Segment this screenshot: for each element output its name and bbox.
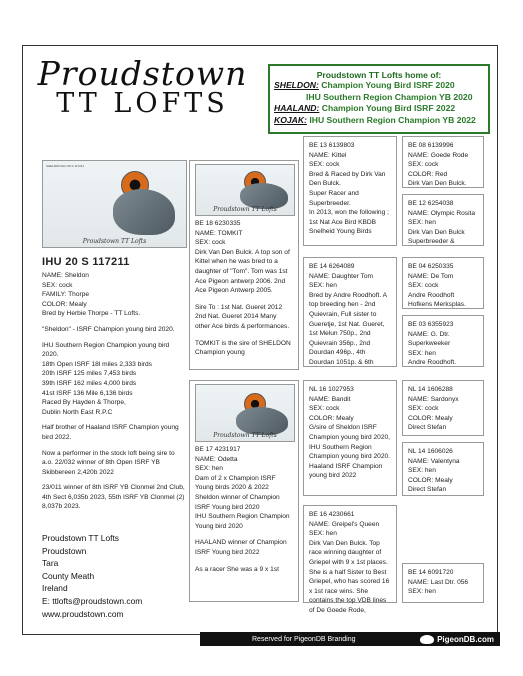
card-text	[195, 219, 293, 358]
card-line: NAME: Bandit	[309, 395, 351, 403]
card-line: Bred & Raced by Dirk Van Den Bulck.	[309, 170, 386, 188]
main-text	[42, 271, 185, 512]
ring-number: BE 17 4231917	[195, 446, 241, 453]
champion-line	[270, 80, 488, 92]
card-line: NAME: G. Dtr. Superkweeker	[408, 330, 451, 348]
main-result: Raced By Hayden & Thorpe,	[42, 399, 126, 407]
footer-label: Reserved for PigeonDB Branding	[252, 635, 356, 643]
card-line: IHU Southern Region Champion Young bird 2020	[195, 513, 290, 530]
champion-line	[270, 103, 488, 115]
contact-website[interactable]: www.proudstown.com	[42, 608, 124, 619]
card-line: SEX: cock	[408, 405, 439, 413]
card-line: SEX: hen	[408, 467, 436, 475]
champion-line	[270, 115, 488, 127]
pigeon-body	[236, 407, 288, 435]
card-text	[408, 447, 478, 495]
main-ring-number: IHU 20 S 117211	[42, 256, 130, 268]
proudstown-logo	[30, 55, 255, 133]
card-line: SEX: hen	[408, 588, 436, 596]
logo-block: TT LOFTS	[56, 88, 229, 119]
card-line: Dirk Van Den Bulck. Top race winning daughter of Griepel with 9 x 1st places. She is a half Sister to Best Griepel, who has scored 16 x 1st race wins. She contains the top VDB lines of De Goede Rode,	[309, 539, 390, 614]
photo-tiny-text: SHELDON IHU 20 S 117211	[46, 164, 84, 168]
card-kittel	[303, 136, 397, 246]
card-line: NAME: Last Dtr. 056	[408, 578, 469, 586]
card-valentyna	[402, 442, 484, 496]
card-line: Haaland ISRF Champion young bird 2022	[309, 462, 383, 480]
card-line: SEX: hen	[309, 530, 337, 538]
card-line: SEX: cock	[408, 161, 439, 169]
card-sardonyx	[402, 380, 484, 436]
photo-caption: Proudstown TT Lofts	[213, 432, 277, 439]
main-paragraph: 23/011 winner of 8th ISRF YB Clonmel 2nd Club, 4th Sect 6,035b 2023, 55th ISRF YB Clonmel (2) 8,037b 2023.	[42, 484, 185, 511]
card-line: TOMKIT is the sire of SHELDON Champion young	[195, 339, 291, 357]
main-paragraph	[42, 341, 185, 418]
card-greipel	[303, 505, 397, 614]
ring-number: BE 03 6355923	[408, 321, 454, 328]
card-olympic-rosita	[402, 194, 484, 246]
card-line: In 2013, won the following ;	[309, 209, 389, 217]
card-line: COLOR: Red	[408, 170, 448, 178]
card-daughter-tom	[303, 257, 397, 367]
ring-number: BE 16 4230661	[309, 511, 355, 518]
champion-key: HAALAND:	[274, 103, 320, 113]
card-line: SEX: hen	[408, 349, 436, 357]
card-odetta	[189, 380, 299, 602]
champions-box	[268, 64, 490, 134]
tomkit-photo	[195, 164, 295, 216]
card-text	[408, 320, 478, 368]
photo-caption: Proudstown TT Lofts	[82, 238, 147, 245]
card-line: Hofkens Merksplas.	[408, 301, 466, 309]
card-text	[408, 385, 478, 433]
champion-text: Champion Young Bird ISRF 2022	[321, 103, 456, 113]
photo-caption: Proudstown TT Lofts	[213, 206, 277, 213]
main-field: COLOR: Mealy	[42, 300, 87, 308]
sheldon-photo	[42, 160, 187, 248]
card-line: NAME: Olympic Rosita	[408, 209, 476, 217]
card-line: G/sire of Sheldon ISRF Champion young bird 2020, IHU Southern Region Champion young bird 2020.	[309, 424, 391, 461]
main-result: 41st ISRF 136 Mile 6,136 birds	[42, 389, 133, 397]
card-line: Dirk Van Den Bulck.	[408, 180, 467, 188]
card-line: Andre Roodhoft.	[408, 359, 457, 367]
card-line: SEX: cock	[195, 239, 226, 247]
card-line: Direct Stefan	[408, 424, 447, 432]
ring-number: BE 18 6230335	[195, 220, 241, 227]
card-line: SEX: hen	[309, 282, 337, 290]
main-result: 20th ISRF 125 miles 7,453 birds	[42, 370, 137, 378]
card-superkweeker	[402, 315, 484, 367]
ring-number: BE 08 6139996	[408, 142, 454, 149]
card-line: NAME: Greipel's Queen	[309, 520, 380, 528]
ring-number: BE 04 6250335	[408, 263, 454, 270]
card-text	[408, 199, 478, 247]
card-text	[309, 141, 391, 237]
card-line: Andre Roodhoft	[408, 291, 455, 299]
champion-text: Champion Young Bird ISRF 2020	[321, 80, 455, 90]
card-line: COLOR: Mealy	[309, 414, 354, 422]
card-text	[309, 510, 391, 616]
main-result: 18th Open ISRF 18l miles 2,333 birds	[42, 360, 152, 368]
ring-number: BE 14 6264089	[309, 263, 355, 270]
card-line: NAME: TOMKIT	[195, 229, 243, 237]
card-last-dtr	[402, 563, 484, 603]
card-line: NAME: De Tom	[408, 272, 454, 280]
card-line: NAME: Valentyna	[408, 457, 460, 465]
card-line: SEX: cock	[309, 161, 340, 169]
card-line: NAME: Odetta	[195, 455, 238, 463]
champion-text: IHU Southern Region Champion YB 2020	[306, 91, 473, 102]
card-line: SEX: cock	[309, 405, 340, 413]
main-field: Bred by Herbie Thorpe - TT Lofts.	[42, 310, 141, 318]
card-line: NAME: Kittel	[309, 151, 347, 159]
card-goede-rode	[402, 136, 484, 188]
card-text	[309, 262, 391, 368]
card-line: Dam of 2 x Champion ISRF Young birds 2020 & 2022 Sheldon winner of Champion ISRF Young bird 2020	[195, 474, 280, 511]
ring-number: BE 14 6091720	[408, 569, 454, 576]
card-line: Superbreeder &	[408, 238, 455, 246]
card-line: SEX: cock	[408, 282, 439, 290]
card-line: SEX: hen	[195, 465, 223, 473]
ring-number: BE 13 6139803	[309, 142, 355, 149]
card-line: 1st Nat Ace Bird KBDB Snelheid Young Birds	[309, 218, 377, 236]
pigeondb-footer	[200, 632, 500, 646]
pigeon-logo-icon	[420, 635, 434, 644]
contact-line: Proudstown TT Lofts	[42, 533, 119, 544]
card-text	[309, 385, 391, 481]
card-text	[408, 141, 478, 189]
logo-script: Proudstown	[37, 54, 248, 93]
card-line: Dirk Van Den Bulck. A top son of Kittel when he was bred to a daughter of "Tom". Tom was 1st Ace Pigeon antwerp 2006. 2nd Ace Pigeon Antwerp 2005.	[195, 248, 290, 295]
pigeondb-link[interactable]	[420, 635, 494, 644]
main-result: IHU Southern Region Champion young bird 2020.	[42, 341, 170, 359]
card-line: NAME: Daughter Tom	[309, 272, 374, 280]
card-line: Direct Stefan	[408, 486, 447, 494]
card-line: NAME: Sardonyx	[408, 395, 459, 403]
main-paragraph: Half brother of Haaland ISRF Champion young bird 2022.	[42, 424, 179, 441]
card-tomkit	[189, 160, 299, 370]
card-line: Sire To : 1st Nat. Gueret 2012 2nd Nat. Gueret 2014 Many other Ace birds & performances.	[195, 303, 290, 330]
main-field: NAME: Sheldon	[42, 272, 89, 279]
card-de-tom	[402, 257, 484, 309]
contact-block	[42, 532, 185, 620]
card-text	[408, 262, 478, 310]
odetta-photo	[195, 384, 295, 442]
champion-key: KOJAK:	[274, 114, 307, 125]
pigeon-body	[113, 189, 175, 235]
ring-number: NL 14 1606288	[408, 386, 453, 393]
card-line: COLOR: Mealy	[408, 476, 453, 484]
main-field: SEX: cock	[42, 281, 73, 289]
contact-line: Proudstown	[42, 545, 87, 556]
contact-line: Tara	[42, 558, 59, 569]
card-bandit	[303, 380, 397, 496]
contact-line: County Meath	[42, 570, 95, 581]
card-line: SEX: hen	[408, 219, 436, 227]
card-line: Bred by Andre Roodhoft. A top breeding hen - 2nd Quievrain, Full sister to Gueretje, 1st Nat. Gueret, 1st Melun 750p., 2nd Quievrain 356p., 2nd Dourdan 496p., 4th Dourdan 1051p. & 6th	[309, 291, 387, 366]
main-paragraph: "Sheldon" - ISRF Champion young bird 2020.	[42, 325, 175, 333]
main-field: FAMILY: Thorpe	[42, 291, 90, 299]
card-line: Super Racer and Superbreeder.	[309, 189, 359, 207]
ring-number: BE 12 6254038	[408, 200, 454, 207]
ring-number: NL 16 1027953	[309, 386, 354, 393]
champions-heading: Proudstown TT Lofts home of:	[316, 70, 442, 80]
card-text	[408, 568, 478, 597]
champion-key: SHELDON:	[274, 80, 319, 90]
main-result: Dublin North East R.P.C	[42, 408, 113, 416]
card-line: COLOR: Mealy	[408, 414, 453, 422]
card-text	[195, 445, 293, 574]
main-bird-column	[42, 160, 185, 620]
main-result: 39th ISRF 162 miles 4,000 birds	[42, 379, 137, 387]
card-line: HAALAND winner of Champion ISRF Young bird 2022	[195, 539, 287, 556]
card-line: As a racer She was a 9 x 1st	[195, 565, 279, 573]
main-paragraph: Now a performer in the stock loft being sire to a.o. 22/032 winner of 8th Open ISRF YB Skibbereen 2,420b 2022	[42, 449, 175, 476]
card-line: Dirk Van Den Bulck	[408, 228, 465, 236]
footer-brand: PigeonDB.com	[437, 634, 494, 644]
contact-line: Ireland	[42, 583, 68, 594]
champion-line	[270, 92, 488, 104]
contact-email[interactable]: E: ttlofts@proudstown.com	[42, 596, 143, 607]
ring-number: NL 14 1606026	[408, 448, 453, 455]
champion-text: IHU Southern Region Champion YB 2022	[309, 114, 476, 125]
card-line: NAME: Goede Rode	[408, 151, 469, 159]
